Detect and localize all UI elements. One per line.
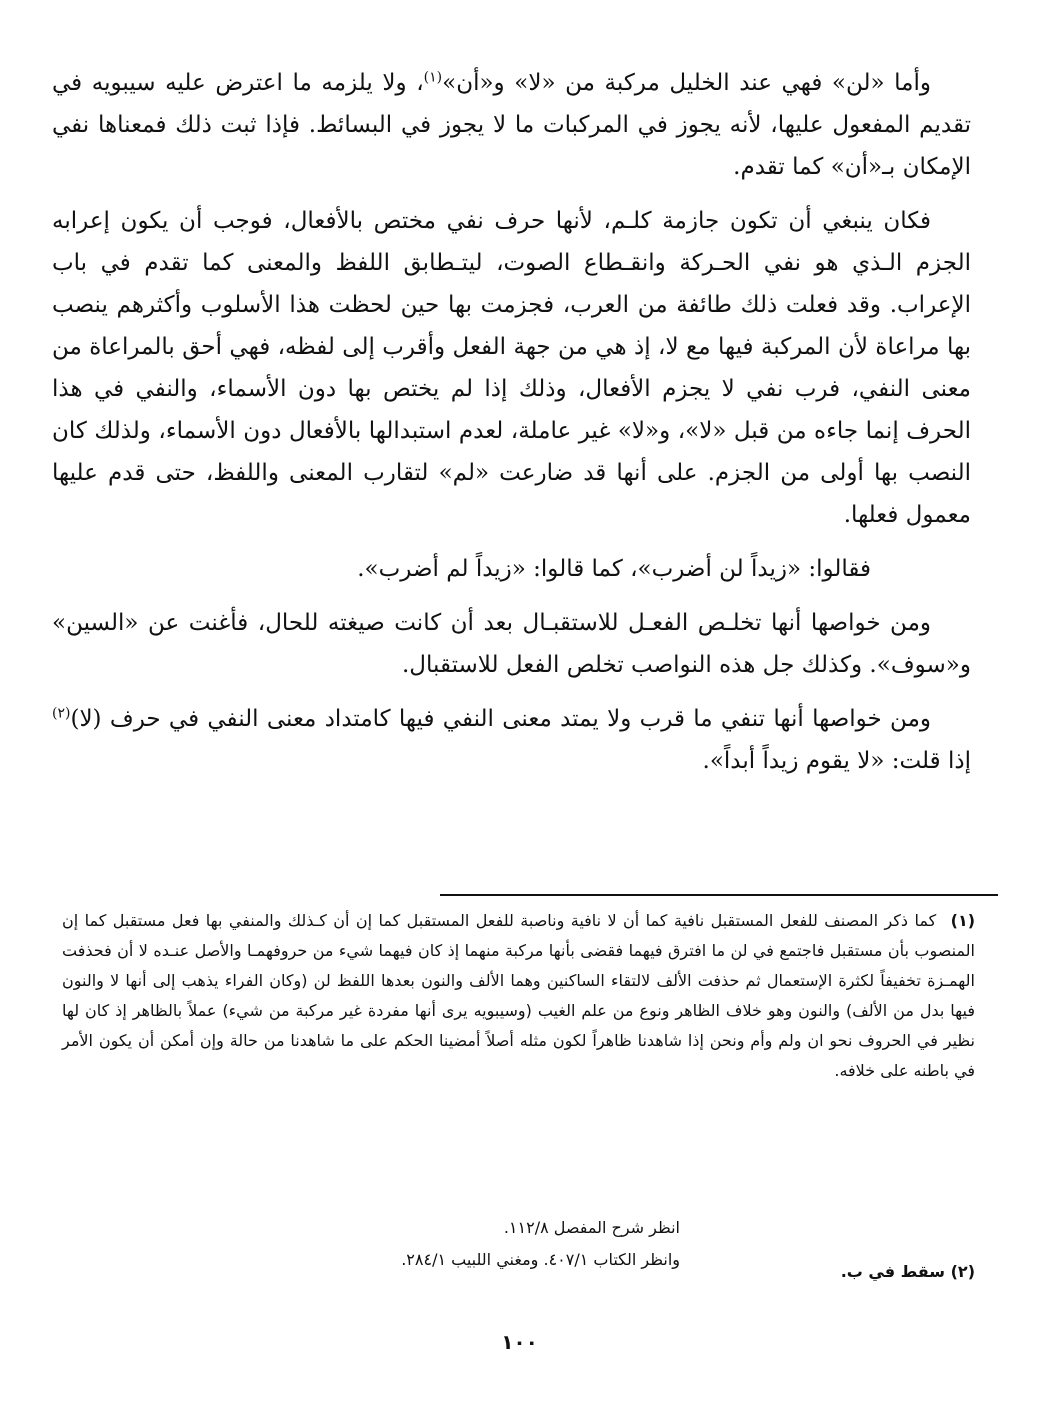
paragraph-text: ومن خواصها أنها تنفي ما قرب ولا يمتد معنى النفي فيها كامتداد معنى النفي في حرف (لا) [70,706,931,732]
footnote-2: (٢) سقط في ب. [840,1262,975,1281]
main-text-body [52,62,971,794]
footnote-separator [440,894,998,896]
paragraph-jazm-discussion: فكان ينبغي أن تكون جازمة كلـم، لأنها حرف نفي مختص بالأفعال، فوجب أن يكون إعرابه الجزم الـذي هو نفي الحـركة وانقـطاع الصوت، ليتـطابق اللفظ والمعنى كما تقدم في باب الإعراب. وقد فعلت ذلك طائفة من العرب، فجزمت بها حين لحظت هذا الأسلوب وأكثرهم ينصب بها مراعاة لأن المركبة فيها مع لا، إذ هي من جهة الفعل وأقرب إلى لفظه، فهي أحق بالمراعاة من معنى النفي، فرب نفي لا يجزم الأفعال، وذلك إذا لم يختص بها دون الأسماء، والنفي في هذا الحرف إنما جاءه من قبل «لا»، و«لا» غير عاملة، لعدم استبدالها بالأفعال دون الأسماء، ولذلك كان النصب بها أولى من الجزم. على أنها قد ضارعت «لم» لتقارب المعنى واللفظ، حتى قدم عليها معمول فعلها. [52,208,971,528]
footnote-ref-2[interactable]: (٢) [52,705,71,722]
paragraph-lan-definition [52,62,971,188]
footnote-1-references [380,1212,680,1276]
paragraph-text: إذا قلت: «لا يقوم زيداً أبداً». [702,748,971,774]
reference-line-2: وانظر الكتاب ٤٠٧/١. ومغني اللبيب ٢٨٤/١. [401,1250,680,1269]
footnote-1 [62,906,975,1086]
reference-line-1: انظر شرح المفصل ١١٢/٨. [503,1218,680,1237]
paragraph-example: فقالوا: «زيداً لن أضرب»، كما قالوا: «زيداً لم أضرب». [357,556,871,582]
footnote-1-number: (١) [950,911,976,930]
paragraph-negation-property [52,698,971,782]
page-number: ١٠٠ [501,1330,538,1354]
footnote-1-text: كما ذكر المصنف للفعل المستقبل نافية كما أن لا نافية وناصبة للفعل المستقبل كما إن أن كـذلك والمنفي بها فعل مستقبل كما إن المنصوب بأن مستقبل فاجتمع في لن ما افترق فيهما فقضى بأنها مركبة منهما إذ كان فيهما شيء من حروفهمـا والأصل عنـده لا أن فحذفت الهمـزة تخفيفاً لكثرة الإستعمال ثم حذفت الألف لالتقاء الساكنين وهما الألف والنون بعدها اللفظ لن (وكان الفراء يذهب إلى أنها لا والنون فيها بدل من الألف) والنون وهو خلاف الظاهر ونوع من علم الغيب (وسيبويه يرى أنها مفردة غير مركبة من شيء) عملاً بالظاهر إذ كان لها نظير في الحروف نحو ان ولم وأم ونحن إذا شاهدنا ظاهراً لكون مثله أصلاً أمضينا الحكم على ما شاهدنا من حالة وإن أمكن أن يكون الأمر في باطنه على خلافه. [62,911,975,1080]
paragraph-text: ، ولا يلزمه ما اعترض عليه سيبويه في تقديم المفعول عليها، لأنه يجوز في المركبات ما لا يجوز في البسائط. فإذا ثبت ذلك فمعناها نفي الإمكان بـ«أن» كما تقدم. [52,70,971,180]
paragraph-text: وأما «لن» فهي عند الخليل مركبة من «لا» و«أن» [442,70,932,96]
paragraph-future-property: ومن خواصها أنها تخلـص الفعـل للاستقبـال بعد أن كانت صيغته للحال، فأغنت عن «السين» و«سوف». وكذلك جل هذه النواصب تخلص الفعل للاستقبال. [52,610,971,678]
footnote-ref-1[interactable]: (١) [423,69,443,86]
